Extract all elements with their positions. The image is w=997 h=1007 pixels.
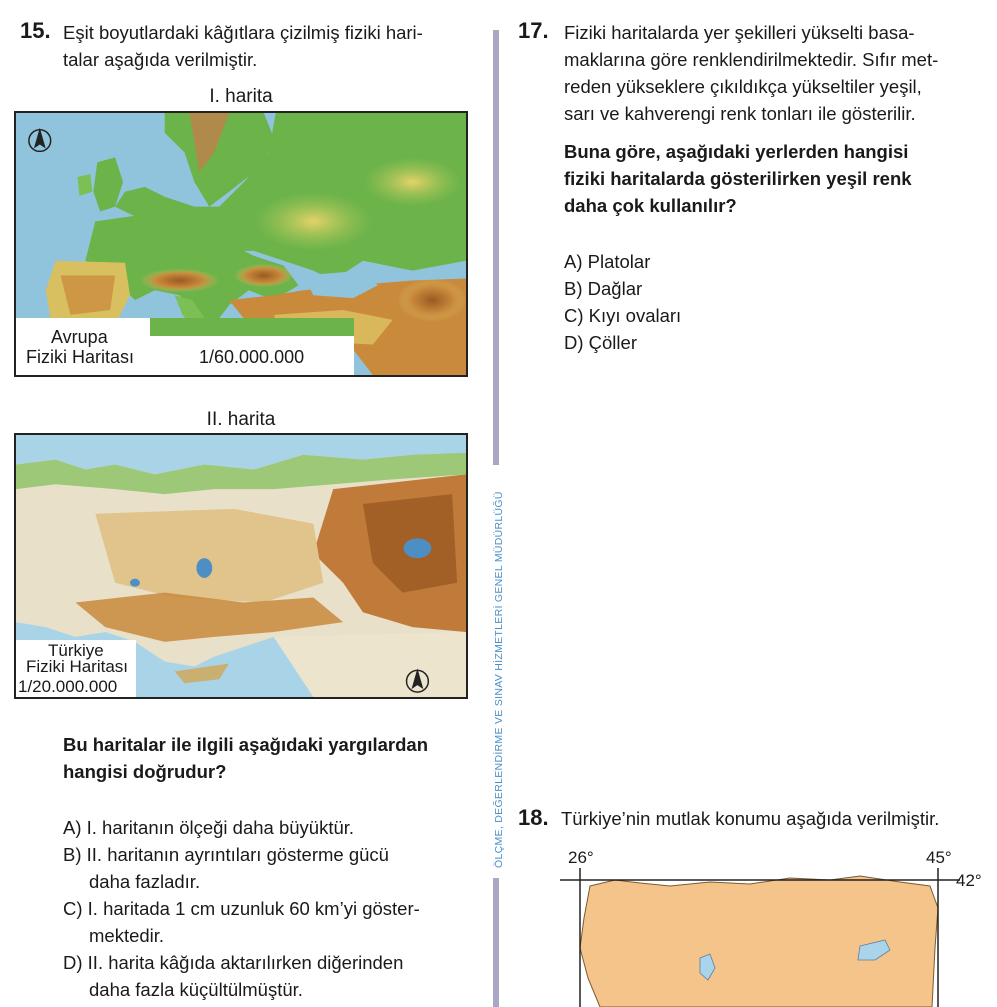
q15-option-c-text: C) I. haritada 1 cm uzunluk 60 km’yi göster- — [63, 898, 420, 919]
map1-title: I. harita — [209, 86, 273, 107]
map2-legend-name: Türkiye — [48, 641, 104, 660]
question-17-prompt — [564, 138, 994, 219]
q15-option-c[interactable] — [63, 895, 483, 949]
question-15-intro-line2: talar aşağıda verilmiştir. — [63, 49, 258, 70]
question-17-prompt-line3: daha çok kullanılır? — [564, 195, 737, 216]
q17-option-d[interactable]: D) Çöller — [564, 332, 637, 353]
column-divider-bottom — [493, 878, 499, 1007]
question-18-text: Türkiye’nin mutlak konumu aşağıda verilmiştir. — [561, 808, 940, 829]
q15-option-b-text: B) II. haritanın ayrıntıları gösterme gücü — [63, 844, 389, 865]
column-divider-top — [493, 30, 499, 465]
q15-option-d-text: D) II. harita kâğıda aktarılırken diğerinden — [63, 952, 404, 973]
latitude-north-label: 42° — [956, 871, 982, 890]
question-17-intro — [564, 19, 994, 127]
q17-option-b[interactable]: B) Dağlar — [564, 278, 643, 299]
question-17-line1: Fiziki haritalarda yer şekilleri yükselti basa- — [564, 22, 915, 43]
longitude-east-label: 45° — [926, 848, 952, 867]
question-17-line4: sarı ve kahverengi renk tonları ile gösterilir. — [564, 103, 916, 124]
question-15-intro — [63, 19, 483, 73]
map1-legend-notch — [150, 318, 354, 336]
map1-scale: 1/60.000.000 — [199, 347, 305, 367]
question-15-prompt-line2: hangisi doğrudur? — [63, 761, 227, 782]
map1-legend-name: Avrupa — [51, 327, 108, 347]
map2-title: II. harita — [206, 409, 276, 430]
q17-option-c[interactable]: C) Kıyı ovaları — [564, 305, 682, 326]
publisher-side-text: ÖLÇME, DEĞERLENDİRME VE SINAV HİZMETLERİ GENEL MÜDÜRLÜĞÜ — [493, 491, 505, 868]
turkey-location-diagram — [560, 868, 960, 1007]
map2-legend — [16, 640, 136, 697]
question-15-number: 15. — [20, 18, 51, 43]
q15-option-a-text: A) I. haritanın ölçeği daha büyüktür. — [63, 817, 355, 838]
question-15-prompt-line1: Bu haritalar ile ilgili aşağıdaki yargılardan — [63, 734, 428, 755]
q15-option-b-cont: daha fazladır. — [89, 871, 201, 892]
q15-option-b[interactable] — [63, 841, 483, 895]
longitude-west-label: 26° — [568, 848, 594, 867]
question-17-number: 17. — [518, 18, 549, 43]
question-17-prompt-line1: Buna göre, aşağıdaki yerlerden hangisi — [564, 141, 909, 162]
q15-option-d[interactable] — [63, 949, 483, 1003]
q15-option-c-cont: mektedir. — [89, 925, 165, 946]
question-18-number: 18. — [518, 805, 549, 830]
turkey-outline-graphic — [560, 868, 960, 1007]
question-15-intro-line1: Eşit boyutlardaki kâğıtlara çizilmiş fiziki hari- — [63, 22, 423, 43]
map1-legend-type: Fiziki Haritası — [26, 347, 135, 367]
map2-scale: 1/20.000.000 — [18, 677, 118, 696]
question-17-prompt-line2: fiziki haritalarda gösterilirken yeşil renk — [564, 168, 912, 189]
question-17-line3: reden yükseklere çıkıldıkça yükseltiler yeşil, — [564, 76, 922, 97]
question-17-line2: maklarına göre renklendirilmektedir. Sıfır met- — [564, 49, 939, 70]
q17-option-a[interactable]: A) Platolar — [564, 251, 651, 272]
q15-option-d-cont: daha fazla küçültülmüştür. — [89, 979, 303, 1000]
question-15-prompt — [63, 731, 483, 785]
q15-option-a[interactable] — [63, 814, 483, 841]
map2-legend-type: Fiziki Haritası — [26, 657, 129, 676]
